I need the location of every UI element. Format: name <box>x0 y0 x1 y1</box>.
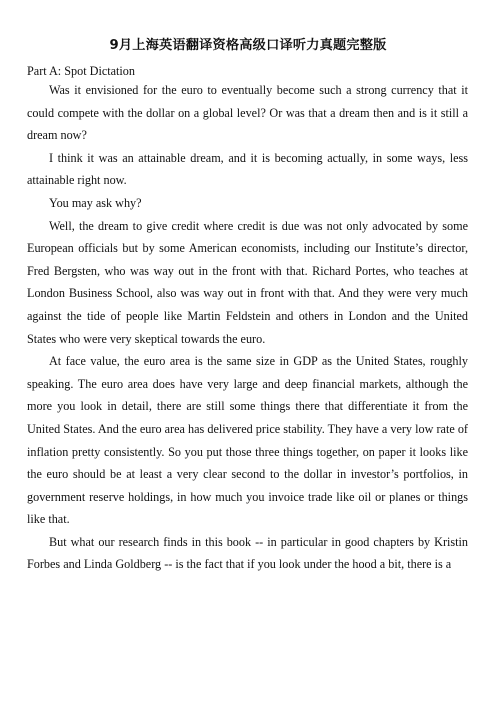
paragraph: Well, the dream to give credit where credit is due was not only advocated by some European officials but by some American economists, including our Institute’s director, Fred Bergsten, who was way out in the front with that. Richard Portes, who teaches at London Business School, also was way out in front with that. And they were very much against the tide of people like Martin Feldstein and others in London and the United States who were very skeptical towards the euro. <box>27 218 468 346</box>
paragraph: I think it was an attainable dream, and it is becoming actually, in some ways, less attainable right now. <box>27 150 468 188</box>
paragraph: But what our research finds in this book -- in particular in good chapters by Kristin Forbes and Linda Goldberg -- is the fact that if you look under the hood a bit, there is a <box>27 534 468 572</box>
section-heading: Part A: Spot Dictation <box>27 64 135 78</box>
paragraph: Was it envisioned for the euro to eventually become such a strong currency that it could compete with the dollar on a global level? Or was that a dream then and is it still a dream now? <box>27 83 468 143</box>
document-title: 9月上海英语翻译资格高级口译听力真题完整版 <box>109 38 387 53</box>
document-body <box>27 79 468 576</box>
paragraph: You may ask why? <box>49 195 142 210</box>
paragraph: At face value, the euro area is the same size in GDP as the United States, roughly speaking. The euro area does have very large and deep financial markets, although the more you look in detail, there are still some things there that differentiate it from the United States. And the euro area has delivered price stability. They have a very low rate of inflation pretty consistently. So you put those three things together, on paper it looks like the euro should be at least a very clear second to the dollar in investor’s portfolios, in government reserve holdings, in how much you invoice trade like oil or planes or things like that. <box>27 354 468 527</box>
